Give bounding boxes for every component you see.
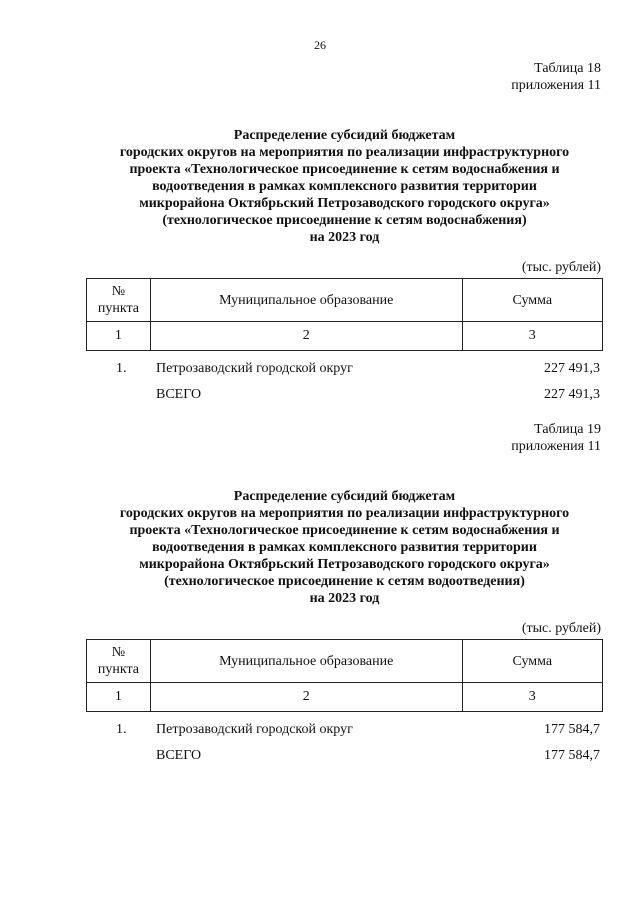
header-num-symbol: № [111,645,126,660]
header-num [87,279,151,322]
title-line: на 2023 год [309,230,380,245]
units-label: (тыс. рублей) [521,621,601,636]
title-line: городских округов на мероприятия по реализации инфраструктурного [119,145,570,160]
total-sum: 177 584,7 [544,748,600,763]
title-line: на 2023 год [309,591,380,606]
table-18-section [86,60,603,407]
total-row [86,381,603,407]
table-caption [86,421,603,455]
table-caption [86,60,603,94]
header-sum: Сумма [462,640,602,683]
column-number: 3 [462,322,602,351]
column-number: 2 [150,322,462,351]
table-header-row [87,279,603,322]
title-line: микрорайона Октябрьский Петрозаводского городского округа» [139,196,550,211]
title-line: микрорайона Октябрьский Петрозаводского городского округа» [139,557,550,572]
column-number: 2 [150,683,462,712]
table-caption-appendix: приложения 11 [511,439,601,454]
title-line: водоотведения в рамках комплексного развития территории [152,540,537,555]
title-line: проекта «Технологическое присоединение к сетям водоснабжения и [129,523,560,538]
table-caption-number: Таблица 19 [534,422,601,437]
title-line: (технологическое присоединение к сетям водоснабжения) [162,213,527,228]
row-sum: 227 491,3 [544,361,600,376]
table-19-section [86,421,603,768]
title-line: проекта «Технологическое присоединение к сетям водоснабжения и [129,162,560,177]
total-label: ВСЕГО [156,748,202,763]
column-number: 1 [87,322,151,351]
units-label: (тыс. рублей) [521,260,601,275]
total-row [86,742,603,768]
header-num-symbol: № [111,284,126,299]
table-caption-number: Таблица 18 [534,61,601,76]
column-number: 3 [462,683,602,712]
header-municipality: Муниципальное образование [150,279,462,322]
row-number: 1. [116,361,127,376]
row-municipality: Петрозаводский городской округ [156,722,353,737]
title-line: водоотведения в рамках комплексного развития территории [152,179,537,194]
row-municipality: Петрозаводский городской округ [156,361,353,376]
table-column-numbers-row [87,683,603,712]
title-line: городских округов на мероприятия по реализации инфраструктурного [119,506,570,521]
total-label: ВСЕГО [156,387,202,402]
table-column-numbers-row [87,322,603,351]
table-row [86,355,603,381]
subsidy-table [86,639,603,712]
header-municipality: Муниципальное образование [150,640,462,683]
table-row [86,716,603,742]
row-number: 1. [116,722,127,737]
title-line: (технологическое присоединение к сетям водоотведения) [164,574,525,589]
subsidy-table [86,278,603,351]
table-title [86,127,603,246]
table-caption-appendix: приложения 11 [511,78,601,93]
header-num-label: пункта [97,301,139,316]
title-line: Распределение субсидий бюджетам [233,128,456,143]
table-title [86,488,603,607]
header-sum: Сумма [462,279,602,322]
page-number: 26 [314,38,326,52]
row-sum: 177 584,7 [544,722,600,737]
header-num [87,640,151,683]
table-header-row [87,640,603,683]
title-line: Распределение субсидий бюджетам [233,489,456,504]
total-sum: 227 491,3 [544,387,600,402]
column-number: 1 [87,683,151,712]
header-num-label: пункта [97,662,139,677]
